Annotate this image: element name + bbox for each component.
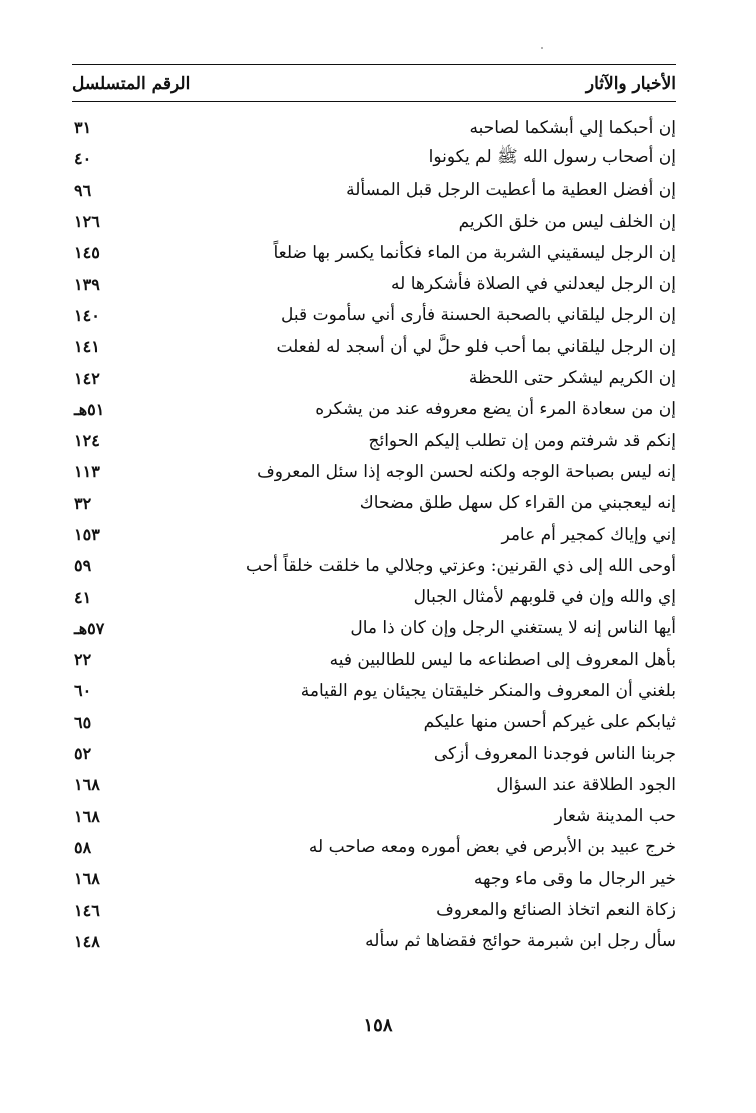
- table-header: [72, 62, 676, 96]
- entry-number: ٥٨: [74, 837, 92, 857]
- list-item: [72, 112, 676, 143]
- list-item: [72, 675, 676, 706]
- list-item: [72, 519, 676, 550]
- entry-number: ٢٢: [74, 650, 92, 670]
- entry-text: أوحى الله إلى ذي القرنين: وعزتي وجلالي ما خلقت خلقاً أحب: [245, 555, 676, 576]
- entry-text: إي والله وإن في قلوبهم لأمثال الجبال: [413, 587, 676, 608]
- entry-text: إن أفضل العطية ما أعطيت الرجل قبل المسألة: [346, 180, 676, 201]
- entry-number: ١١٣: [74, 462, 100, 482]
- entry-text: إن الخلف ليس من خلق الكريم: [458, 211, 676, 232]
- entry-text: خرج عبيد بن الأبرص في بعض أموره ومعه صاحب له: [308, 837, 676, 858]
- entry-number: ١٥٣: [74, 525, 100, 544]
- entry-number: ٥٩: [74, 556, 92, 576]
- list-item: [72, 894, 676, 925]
- entry-number: ١٤٢: [74, 368, 100, 388]
- header-right-title: الأخبار والآثار: [585, 74, 676, 94]
- entry-text: إني وإياك كمجير أم عامر: [501, 524, 676, 545]
- header-top-rule: [72, 64, 676, 65]
- list-item: [72, 488, 676, 519]
- entry-text: إن الكريم ليشكر حتى اللحظة: [468, 368, 676, 389]
- entry-text: إنه ليس بصباحة الوجه ولكنه لحسن الوجه إذا سئل المعروف: [257, 461, 676, 482]
- entry-number: ١٣٩: [74, 274, 100, 294]
- entry-number: ٩٦: [74, 180, 92, 200]
- entry-text: إنكم قد شرفتم ومن إن تطلب إليكم الحوائج: [368, 430, 676, 451]
- entry-text: إن الرجل ليعدلني في الصلاة فأشكرها له: [391, 274, 676, 295]
- list-item: [72, 425, 676, 456]
- header-left-title: الرقم المتسلسل: [72, 74, 191, 94]
- list-item: [72, 550, 676, 581]
- entry-text: إنه ليعجبني من القراء كل سهل طلق مضحاك: [359, 493, 676, 514]
- entry-text: إن من سعادة المرء أن يضع معروفه عند من يشكره: [315, 399, 676, 420]
- entry-text: زكاة النعم اتخاذ الصنائع والمعروف: [436, 900, 676, 921]
- entry-number: ١٦٨: [74, 775, 100, 795]
- entry-number: ١٢٦: [74, 212, 100, 232]
- entry-number: ١٦٨: [74, 806, 100, 826]
- entry-number: ١٦٨: [74, 869, 100, 889]
- header-bottom-rule: [72, 101, 676, 102]
- entry-text: إن أصحاب رسول الله ﷺ لم يكونوا: [428, 147, 676, 168]
- list-item: [72, 581, 676, 612]
- list-item: [72, 863, 676, 894]
- list-item: [72, 613, 676, 644]
- entry-text: سأل رجل ابن شبرمة حوائج فقضاها ثم سأله: [365, 931, 676, 952]
- entry-number: ٤١: [74, 587, 92, 607]
- page-number: ١٥٨: [363, 1015, 393, 1036]
- entry-text: إن الرجل ليسقيني الشربة من الماء فكأنما يكسر بها ضلعاً: [273, 242, 676, 263]
- entry-text: حب المدينة شعار: [554, 806, 676, 827]
- list-item: [72, 143, 676, 174]
- list-item: [72, 362, 676, 393]
- entry-text: إن الرجل ليلقاني بما أحب فلو حلَّ لي أن أسجد له لفعلت: [276, 336, 676, 357]
- list-item: [72, 175, 676, 206]
- entry-number: ٤٠: [74, 149, 92, 169]
- entry-text: الجود الطلاقة عند السؤال: [496, 774, 676, 795]
- entry-number: ١٢٤: [74, 431, 100, 451]
- entry-text: بلغني أن المعروف والمنكر خليقتان يجيئان يوم القيامة: [300, 680, 676, 701]
- scan-speck: [541, 47, 543, 49]
- entry-number: ٦٠: [74, 681, 92, 701]
- list-item: [72, 926, 676, 957]
- list-item: [72, 237, 676, 268]
- list-item: [72, 769, 676, 800]
- entry-text: ثيابكم على غيركم أحسن منها عليكم: [423, 712, 676, 733]
- entry-number: ٦٥: [74, 712, 92, 732]
- entry-text: إن أحبكما إلي أبشكما لصاحبه: [469, 117, 676, 138]
- list-item: [72, 300, 676, 331]
- list-item: [72, 206, 676, 237]
- list-item: [72, 268, 676, 299]
- entry-text: جربنا الناس فوجدنا المعروف أزكى: [433, 743, 676, 764]
- entry-number: ١٤١: [74, 337, 100, 357]
- entry-number: ١٤٦: [74, 900, 100, 920]
- entry-number: ٥٢: [74, 744, 92, 764]
- entry-number: ٣١: [74, 118, 92, 138]
- list-item: [72, 644, 676, 675]
- entry-text: إن الرجل ليلقاني بالصحبة الحسنة فأرى أني سأموت قبل: [281, 305, 676, 326]
- entry-number: ٥١هـ: [74, 399, 105, 419]
- list-item: [72, 331, 676, 362]
- entry-text: أيها الناس إنه لا يستغني الرجل وإن كان ذا مال: [350, 618, 676, 639]
- list-item: [72, 707, 676, 738]
- entry-number: ١٤٨: [74, 931, 100, 951]
- entry-text: بأهل المعروف إلى اصطناعه ما ليس للطالبين فيه: [329, 649, 676, 670]
- list-item: [72, 801, 676, 832]
- list-item: [72, 738, 676, 769]
- list-item: [72, 456, 676, 487]
- list-item: [72, 832, 676, 863]
- entry-number: ٣٢: [74, 493, 92, 513]
- entry-number: ١٤٠: [74, 305, 100, 325]
- entry-number: ٥٧هـ: [74, 618, 105, 638]
- entry-text: خير الرجال ما وقى ماء وجهه: [473, 868, 676, 889]
- index-list: [72, 112, 676, 957]
- entry-number: ١٤٥: [74, 243, 100, 263]
- list-item: [72, 394, 676, 425]
